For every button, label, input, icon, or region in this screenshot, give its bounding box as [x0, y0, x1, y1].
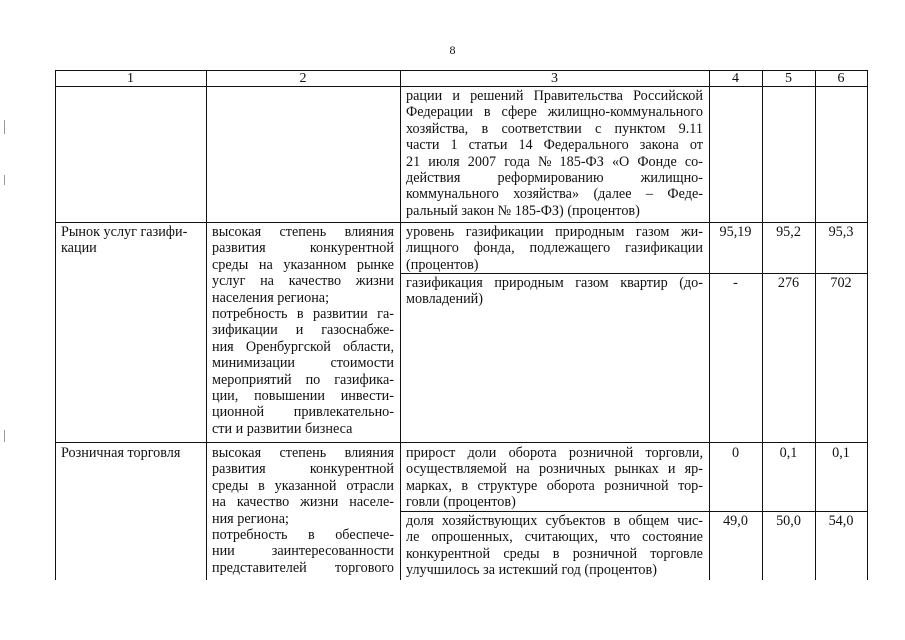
column-divider: [762, 70, 763, 580]
text-line: уровень газификации природным газом жи-: [406, 224, 703, 240]
market-name-gas: [55, 224, 206, 257]
text-line: 21 июля 2007 года № 185-ФЗ «О Фонде со-: [406, 153, 703, 170]
text-line: мероприятий по газифика-: [212, 371, 394, 388]
value-col4: 0: [731, 445, 740, 461]
row-divider: [55, 222, 868, 223]
column-header: 4: [732, 71, 739, 86]
text-line: зификации и газоснабже-: [212, 322, 394, 339]
text-line: рации и решений Правительства Российской: [406, 88, 703, 104]
table-border-left: [55, 70, 56, 580]
text-line: говли (процентов): [406, 494, 516, 511]
text-line: конкурентной среды в розничной торговле: [406, 545, 703, 562]
text-line: части 1 статьи 14 Федерального закона от: [406, 137, 703, 154]
column-header: 1: [127, 71, 134, 86]
text-line: мовладений): [406, 291, 483, 308]
column-header: 5: [785, 71, 792, 86]
value-col4: 95,19: [719, 224, 752, 240]
indicator-text: [400, 513, 709, 579]
scan-edge-mark: [4, 120, 5, 134]
value-col6: 54,0: [828, 513, 854, 529]
column-divider: [815, 70, 816, 580]
text-line: представителей торгового: [212, 559, 394, 576]
table-border-right: [867, 70, 868, 580]
column-header: 2: [299, 71, 307, 86]
text-line: кации: [61, 240, 97, 257]
text-line: осуществляемой на розничных рынках и яр-: [406, 461, 703, 478]
scan-edge-mark: [4, 430, 5, 442]
text-line: ле опрошенных, считающих, что состояние: [406, 529, 703, 546]
market-name-retail: [55, 445, 206, 461]
text-line: среды на указанном рынке: [212, 256, 394, 273]
text-line: доля хозяйствующих субъектов в общем чис-: [406, 513, 703, 529]
text-line: высокая степень влияния: [212, 224, 394, 240]
indicator-text: [400, 275, 709, 308]
value-col5: 95,2: [776, 224, 801, 240]
text-line: нии заинтересованности: [212, 543, 394, 560]
text-line: услуг на качество жизни: [212, 273, 394, 290]
text-line: марках, в структуре оборота розничной тор-: [406, 477, 703, 494]
text-line: Федерации в сфере жилищно-коммунального: [406, 104, 703, 121]
text-line: населения региона;: [212, 289, 330, 306]
text-line: сти и развитии бизнеса: [212, 420, 353, 437]
value-col4: 49,0: [723, 513, 748, 529]
rationale-retail: [206, 445, 400, 576]
competition-indicators-table: [55, 70, 868, 580]
text-line: ционной привлекательно-: [212, 404, 394, 421]
text-line: потребность в обеспече-: [212, 526, 394, 543]
text-line: лищного фонда, подлежащего газификации: [406, 240, 703, 257]
text-line: ния Оренбургской области,: [212, 338, 394, 355]
indicator-text: [400, 445, 709, 511]
continuation-text: [400, 88, 709, 219]
text-line: коммунального хозяйства» (далее – Феде-: [406, 186, 703, 203]
column-header: 3: [551, 71, 558, 86]
column-header: 6: [837, 71, 845, 86]
text-line: ции, повышении инвести-: [212, 387, 394, 404]
text-line: хозяйства, в соответствии с пунктом 9.11: [406, 120, 703, 137]
text-line: развития конкурентной: [212, 240, 394, 257]
page-number: 8: [449, 43, 456, 57]
text-line: потребность в развитии га-: [212, 305, 394, 322]
value-col5: 50,0: [776, 513, 801, 529]
text-line: (процентов): [406, 256, 479, 273]
text-line: ния региона;: [212, 510, 289, 527]
value-col6: 0,1: [832, 445, 850, 461]
text-line: Рынок услуг газифи-: [61, 224, 188, 240]
text-line: на качество жизни населе-: [212, 494, 394, 511]
value-col6: 95,3: [828, 224, 854, 240]
text-line: улучшилось за истекший год (процентов): [406, 562, 657, 579]
value-col4: -: [733, 275, 738, 291]
text-line: ральный закон № 185-ФЗ) (процентов): [406, 202, 640, 219]
value-col5: 276: [777, 275, 800, 291]
text-line: высокая степень влияния: [212, 445, 394, 461]
text-line: действия реформированию жилищно-: [406, 169, 703, 186]
row-divider: [55, 442, 868, 443]
indicator-text: [400, 224, 709, 273]
text-line: развития конкурентной: [212, 461, 394, 478]
value-col5: 0,1: [779, 445, 798, 461]
column-divider: [709, 70, 710, 580]
text-line: газификация природным газом квартир (до-: [406, 275, 703, 291]
scan-edge-mark: [4, 175, 5, 185]
text-line: среды в указанной отрасли: [212, 477, 394, 494]
rationale-gas: [206, 224, 400, 437]
indicator-divider: [400, 511, 868, 512]
value-col6: 702: [830, 275, 852, 291]
text-line: Розничная торговля: [61, 445, 181, 461]
text-line: минимизации стоимости: [212, 355, 394, 372]
text-line: прирост доли оборота розничной торговли,: [406, 445, 703, 461]
